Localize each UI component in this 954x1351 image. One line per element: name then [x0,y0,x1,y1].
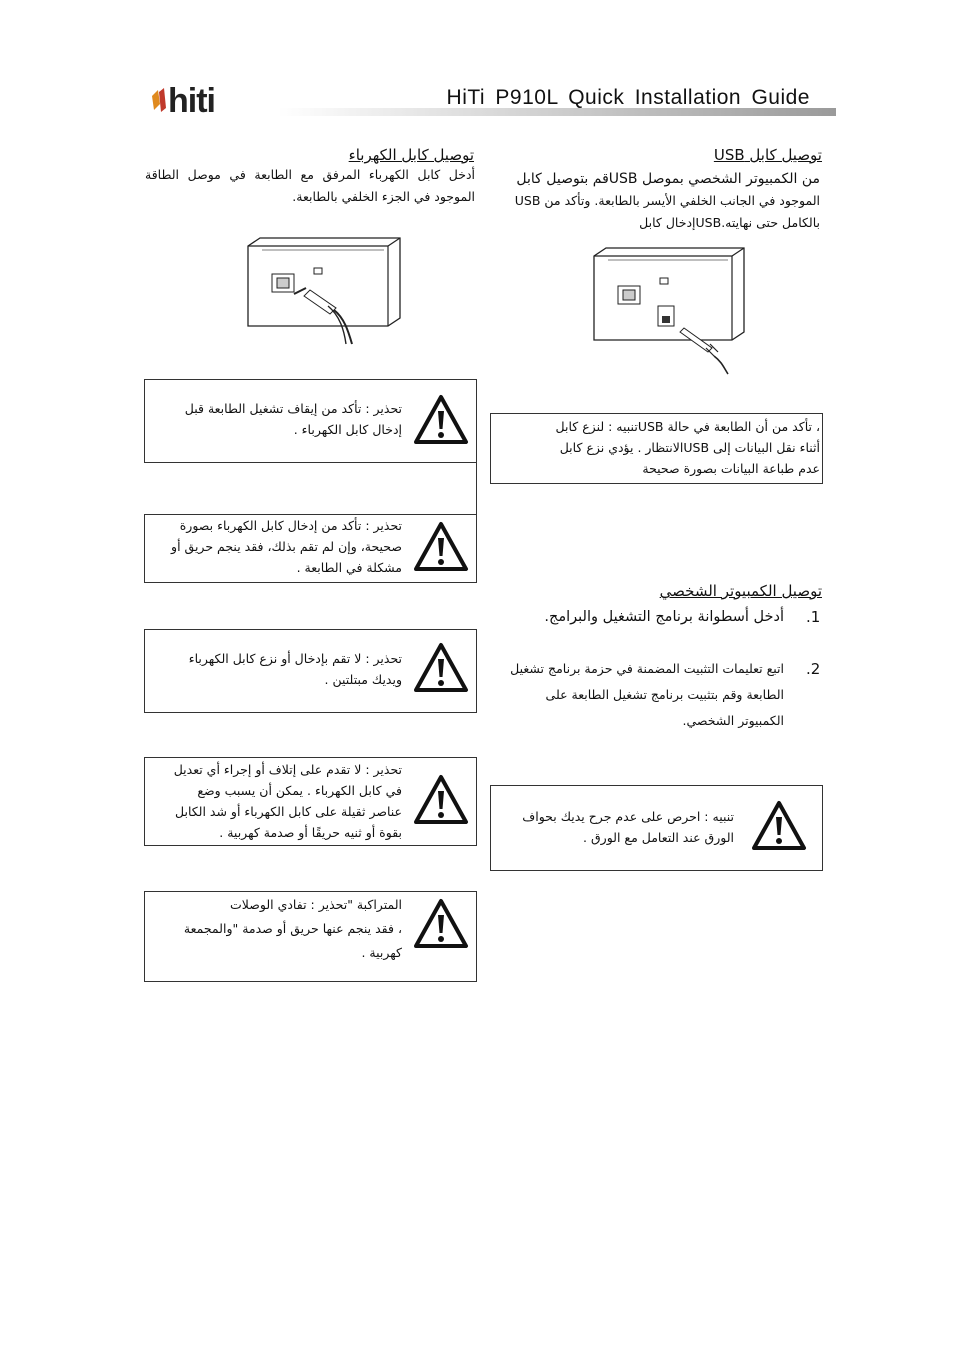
power-section-title: توصيل كابل الكهرباء [348,146,474,164]
warning-triangle-icon [413,394,469,446]
warning-3-line-1: تحذير : لا تقم بإدخال أو نزع كابل الكهرباء [188,651,402,666]
warning-2-line-2: صحيحة، وإن لم تقم بذلك، فقد ينجم حريق أو [171,539,402,554]
box-connector-line [476,462,477,514]
warning-2-line-3: مشكلة في الطابعة . [296,560,402,575]
step-1-text [484,604,784,630]
warning-4-line-1: تحذير : لا تقدم على إتلاف أو إجراء أي تعديل [173,762,402,777]
warning-box-3 [144,629,477,713]
usb-note-line-3: عدم طباعة البيانات بصورة صحيحة [642,461,820,476]
hiti-logo [150,82,246,118]
usb-line-3: بالكامل حتى نهايته.USBإدخال كابل [639,215,820,230]
warning-triangle-icon [413,642,469,694]
warning-triangle-icon [751,800,807,852]
usb-line-1: من الكمبيوتر الشخصي بموصل USBقم بتوصيل كابل [516,171,820,187]
printer-power-illustration [244,234,404,346]
svg-text:hiti: hiti [168,82,215,118]
warning-3-line-2: ويديك مبتلتين . [324,672,402,687]
step-2-line-1: اتبع تعليمات التثبيت المضمنة في حزمة برنامج تشغيل [510,661,784,676]
warning-5-line-3: كهربية . [361,945,402,960]
warning-2-line-1: تحذير : تأكد من إدخال كابل الكهرباء بصورة [179,518,402,533]
usb-line-2: الموجود في الجانب الخلفي الأيسر بالطابعة. وتأكد من USB [514,193,820,208]
warning-4-line-4: بقوة أو ثنيه حريقًا أو صدمة كهربية . [219,825,402,840]
warning-triangle-icon [413,774,469,826]
step-1-number: .1 [806,608,821,626]
warning-triangle-icon [413,898,469,950]
pc-section-title: توصيل الكمبيوتر الشخصي [659,582,822,600]
warning-1-line-1: تحذير : تأكد من إيقاف تشغيل الطابعة قبل [184,401,402,416]
step-2-line-3: الكمبيوتر الشخصي. [682,713,784,728]
warning-5-line-1: المتراكبة "تحذير : تفادي الوصلات [230,897,402,912]
printer-usb-illustration [588,244,750,376]
usb-note-line-2: أثناء نقل البيانات إلى USBالانتظار . يؤدي نزع كابل [559,440,820,455]
usb-caution-box [490,413,823,484]
step-2-number: .2 [806,660,821,678]
step-1-line: أدخل أسطوانة برنامج التشغيل والبرامج. [544,609,784,625]
warning-1-line-2: إدخال كابل الكهرباء . [293,422,402,437]
warning-5-line-2: ، فقد ينجم عنها حريق أو صدمة "والمجمعة [183,921,402,936]
paper-caution-box [490,785,823,871]
warning-box-1 [144,379,477,463]
step-2-text [484,656,784,734]
usb-section-body [490,168,820,234]
step-2-line-2: الطابعة وقم بتثبيت برنامج تشغيل الطابعة على [545,687,784,702]
usb-note-line-1: ، تأكد من أن الطابعة في حالة USBتنبيه : لنزع كابل [555,419,820,434]
document-title: HiTi P910L Quick Installation Guide [446,86,810,109]
warning-box-5 [144,891,477,982]
usb-section-title: توصيل كابل USB [713,146,822,164]
warning-triangle-icon [413,521,469,573]
warning-box-2 [144,514,477,583]
warning-4-line-3: عناصر ثقيلة على كابل الكهرباء أو شد الكابل [175,804,402,819]
power-section-body: أدخل كابل الكهرباء المرفق مع الطابعة في موصل الطاقة الموجود في الجزء الخلفي بالطابعة. [145,167,475,204]
warning-4-line-2: في كابل الكهرباء . يمكن أن يسبب وضع [197,783,402,798]
paper-note-line-2: الورق عند التعامل مع الورق . [583,830,734,845]
paper-note-line-1: تنبيه : احرص على عدم جرح يديك بحواف [522,809,734,824]
warning-box-4 [144,757,477,846]
